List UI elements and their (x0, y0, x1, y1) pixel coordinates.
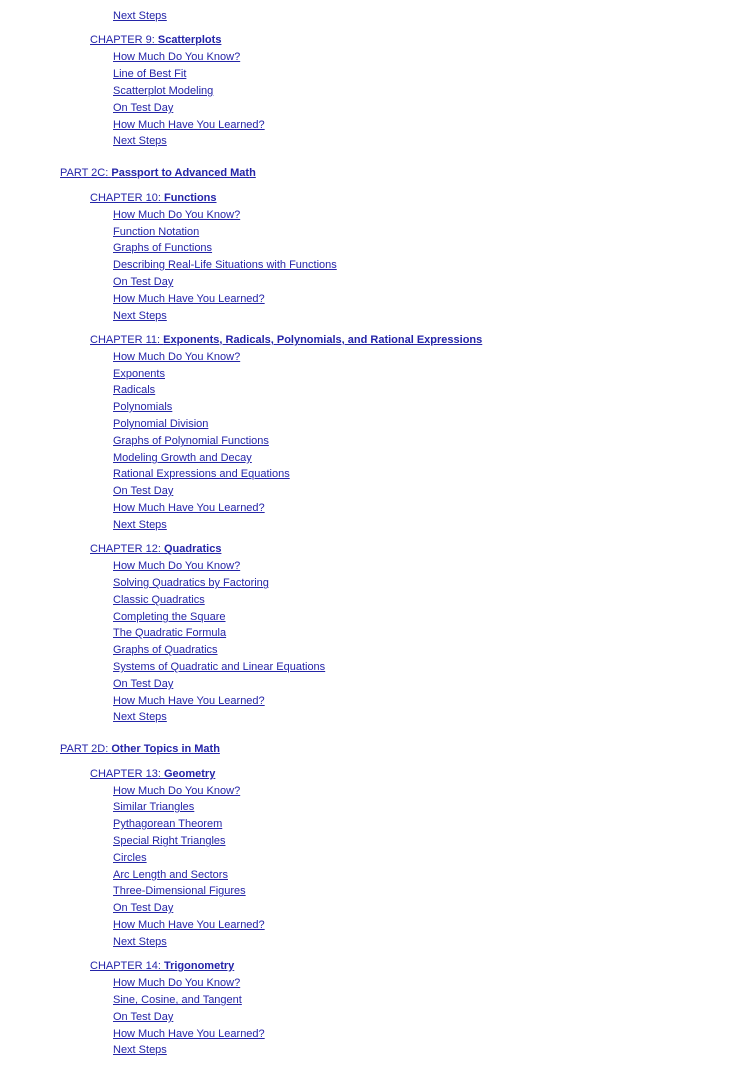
toc-link[interactable]: Systems of Quadratic and Linear Equations (113, 661, 326, 673)
toc-link[interactable]: How Much Do You Know? (113, 977, 241, 989)
toc-chapter-12[interactable] (90, 543, 221, 556)
toc-link[interactable]: Next Steps (113, 936, 167, 948)
part-prefix: PART 2D: (60, 743, 112, 755)
toc-link[interactable]: How Much Have You Learned? (113, 919, 265, 931)
toc-link[interactable]: Three-Dimensional Figures (113, 885, 246, 897)
toc-link[interactable]: Modeling Growth and Decay (113, 452, 252, 464)
toc-link[interactable]: How Much Do You Know? (113, 785, 241, 797)
toc-link[interactable]: Next Steps (113, 135, 167, 147)
toc-link[interactable]: Similar Triangles (113, 801, 195, 813)
toc-chapter-13[interactable] (90, 768, 215, 781)
toc-link[interactable]: Describing Real-Life Situations with Functions (113, 259, 337, 271)
toc-link[interactable]: Circles (113, 852, 147, 864)
toc-link[interactable]: On Test Day (113, 276, 174, 288)
toc-link[interactable]: How Much Have You Learned? (113, 695, 265, 707)
toc-link-next-steps[interactable]: Next Steps (113, 10, 167, 22)
toc-link[interactable]: How Much Do You Know? (113, 560, 241, 572)
chapter-title: Scatterplots (157, 34, 222, 46)
toc-link[interactable]: Polynomial Division (113, 418, 209, 430)
toc-link[interactable]: How Much Do You Know? (113, 351, 241, 363)
toc-link[interactable]: Radicals (113, 384, 156, 396)
toc-link[interactable]: Pythagorean Theorem (113, 818, 223, 830)
toc-link[interactable]: Sine, Cosine, and Tangent (113, 994, 242, 1006)
toc-link[interactable]: Scatterplot Modeling (113, 85, 214, 97)
toc-chapter-9[interactable] (90, 34, 221, 47)
toc-link[interactable]: On Test Day (113, 485, 174, 497)
chapter-title: Functions (163, 192, 217, 204)
toc-part-2d[interactable] (60, 743, 220, 756)
toc-link[interactable]: Next Steps (113, 711, 167, 723)
toc-link[interactable]: Arc Length and Sectors (113, 869, 228, 881)
toc-link[interactable]: Graphs of Functions (113, 242, 213, 254)
toc-chapter-11[interactable] (90, 334, 482, 347)
chapter-title: Quadratics (163, 543, 222, 555)
toc-link[interactable]: Next Steps (113, 310, 167, 322)
toc-link[interactable]: How Much Have You Learned? (113, 502, 265, 514)
toc-link[interactable]: How Much Have You Learned? (113, 1028, 265, 1040)
toc-link[interactable]: Next Steps (113, 1044, 167, 1056)
part-prefix: PART 2C: (60, 167, 112, 179)
toc-link[interactable]: Graphs of Quadratics (113, 644, 218, 656)
chapter-prefix: CHAPTER 13: (90, 768, 164, 780)
chapter-prefix: CHAPTER 14: (90, 960, 164, 972)
toc-chapter-14[interactable] (90, 960, 234, 973)
chapter-prefix: CHAPTER 10: (90, 192, 164, 204)
part-title: Passport to Advanced Math (111, 167, 256, 179)
chapter-prefix: CHAPTER 11: (90, 334, 164, 346)
toc-link[interactable]: Graphs of Polynomial Functions (113, 435, 269, 447)
toc-link[interactable]: Exponents (113, 368, 165, 380)
chapter-title: Trigonometry (163, 960, 235, 972)
toc-link[interactable]: Polynomials (113, 401, 173, 413)
toc-chapter-10[interactable] (90, 192, 217, 205)
toc-link[interactable]: On Test Day (113, 902, 174, 914)
toc-link[interactable]: How Much Have You Learned? (113, 293, 265, 305)
toc-link[interactable]: Special Right Triangles (113, 835, 226, 847)
toc-link[interactable]: How Much Do You Know? (113, 51, 241, 63)
toc-link[interactable]: Next Steps (113, 519, 167, 531)
toc-link[interactable]: Line of Best Fit (113, 68, 187, 80)
toc-link[interactable]: On Test Day (113, 1011, 174, 1023)
chapter-title: Exponents, Radicals, Polynomials, and Rational Expressions (163, 334, 483, 346)
toc-link[interactable]: Rational Expressions and Equations (113, 468, 290, 480)
toc-link[interactable]: How Much Do You Know? (113, 209, 241, 221)
toc-part-2c[interactable] (60, 167, 256, 180)
toc-link[interactable]: Solving Quadratics by Factoring (113, 577, 269, 589)
chapter-title: Geometry (163, 768, 216, 780)
part-title: Other Topics in Math (111, 743, 220, 755)
chapter-prefix: CHAPTER 9: (90, 34, 158, 46)
toc-link[interactable]: Classic Quadratics (113, 594, 205, 606)
toc-link[interactable]: Completing the Square (113, 611, 226, 623)
toc-link[interactable]: On Test Day (113, 102, 174, 114)
toc-link[interactable]: On Test Day (113, 678, 174, 690)
chapter-prefix: CHAPTER 12: (90, 543, 164, 555)
toc-link[interactable]: The Quadratic Formula (113, 627, 227, 639)
toc-link[interactable]: How Much Have You Learned? (113, 119, 265, 131)
toc-link[interactable]: Function Notation (113, 226, 200, 238)
